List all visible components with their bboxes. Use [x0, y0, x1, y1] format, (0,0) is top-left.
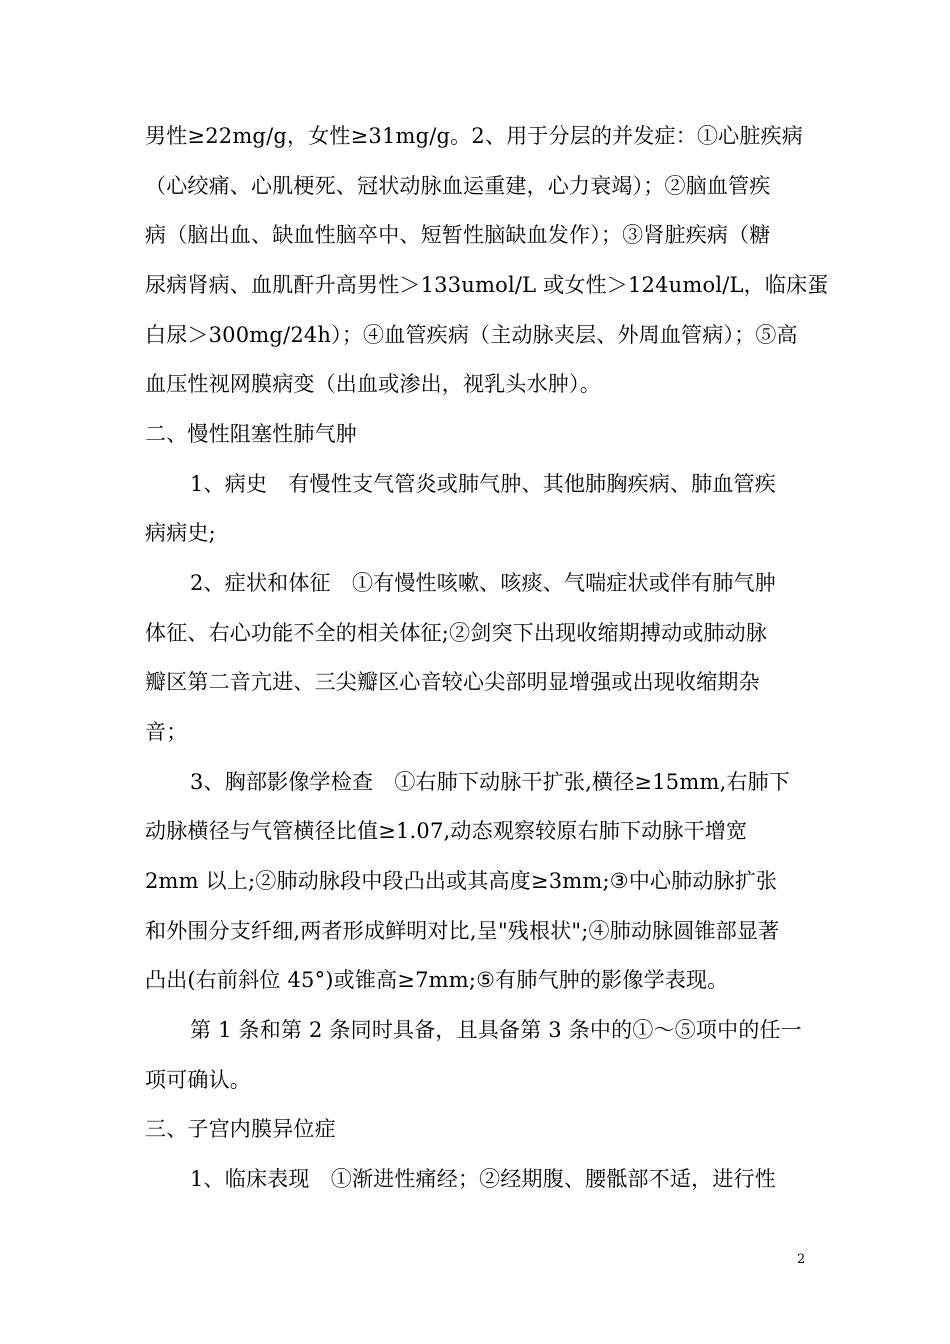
text-line: 尿病肾病、血肌酐升高男性＞133umol/L 或女性＞124umol/L，临床蛋: [145, 273, 829, 297]
text-line: 瓣区第二音亢进、三尖瓣区心音较心尖部明显增强或出现收缩期杂: [145, 670, 760, 694]
text-line: 血压性视网膜病变（出血或渗出，视乳头水肿）。: [145, 372, 601, 396]
section-heading: 二、慢性阻塞性肺气肿: [145, 422, 357, 446]
section-heading: 三、子宫内膜异位症: [145, 1117, 336, 1141]
text-line: 第 1 条和第 2 条同时具备，且具备第 3 条中的①～⑤项中的任一: [190, 1018, 802, 1042]
text-line: 体征、右心功能不全的相关体征;②剑突下出现收缩期搏动或肺动脉: [145, 621, 768, 645]
text-line: 1、病史 有慢性支气管炎或肺气肿、其他肺胸疾病、肺血管疾: [190, 472, 776, 496]
text-line: 2mm 以上;②肺动脉段中段凸出或其高度≥3mm;③中心肺动脉扩张: [145, 869, 778, 893]
text-line: 男性≥22mg/g，女性≥31mg/g。2、用于分层的并发症：①心脏疾病: [145, 124, 803, 148]
text-line: （心绞痛、心肌梗死、冠状动脉血运重建，心力衰竭）；②脑血管疾: [145, 174, 771, 198]
text-line: 项可确认。: [145, 1068, 251, 1092]
text-line: 病病史;: [145, 521, 216, 545]
page-number: 2: [797, 1252, 806, 1267]
text-line: 1、临床表现 ①渐进性痛经；②经期腹、腰骶部不适，进行性: [190, 1167, 776, 1191]
text-line: 动脉横径与气管横径比值≥1.07,动态观察较原右肺下动脉干增宽: [145, 819, 748, 843]
text-line: 和外围分支纤细,两者形成鲜明对比,呈"残根状";④肺动脉圆锥部显著: [145, 919, 780, 943]
text-line: 凸出(右前斜位 45°)或锥高≥7mm;⑤有肺气肿的影像学表现。: [145, 968, 729, 992]
text-line: 音；: [145, 720, 188, 744]
text-line: 白尿＞300mg/24h）；④血管疾病（主动脉夹层、外周血管病）；⑤高: [145, 323, 798, 347]
text-line: 病（脑出血、缺血性脑卒中、短暂性脑缺血发作）；③肾脏疾病（糖: [145, 223, 771, 247]
text-line: 3、胸部影像学检查 ①右肺下动脉干扩张,横径≥15mm,右肺下: [190, 770, 791, 794]
text-line: 2、症状和体征 ①有慢性咳嗽、咳痰、气喘症状或伴有肺气肿: [190, 571, 776, 595]
